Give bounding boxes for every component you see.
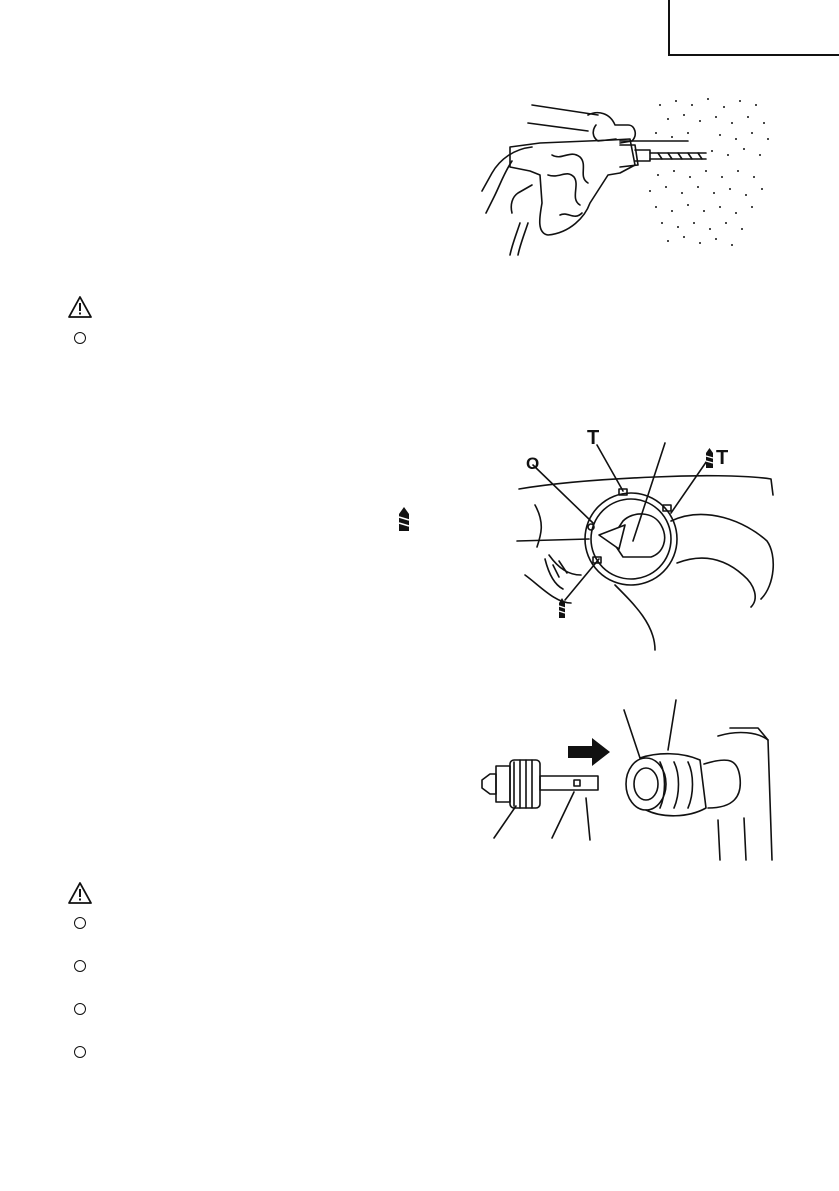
mode-label-rotation: T (587, 427, 600, 449)
circle-bullet-icon (74, 332, 86, 344)
drill-bit-icon (705, 448, 714, 468)
figure-mode-selector-dial (515, 435, 775, 650)
figure-chuck-adapter-installation (468, 700, 778, 865)
mode-label-rotation-hammer: T (716, 447, 729, 469)
circle-bullet-icon (74, 960, 86, 972)
mode-label-stop: O (526, 454, 540, 473)
warning-triangle-icon (68, 882, 92, 904)
page-corner-tab (668, 0, 839, 56)
circle-bullet-icon (74, 1003, 86, 1015)
circle-bullet-icon (74, 917, 86, 929)
figure-drilling-illustration (470, 95, 770, 255)
drill-bit-icon (558, 598, 566, 618)
drill-bit-icon (398, 507, 410, 531)
circle-bullet-icon (74, 1046, 86, 1058)
warning-triangle-icon (68, 296, 92, 318)
